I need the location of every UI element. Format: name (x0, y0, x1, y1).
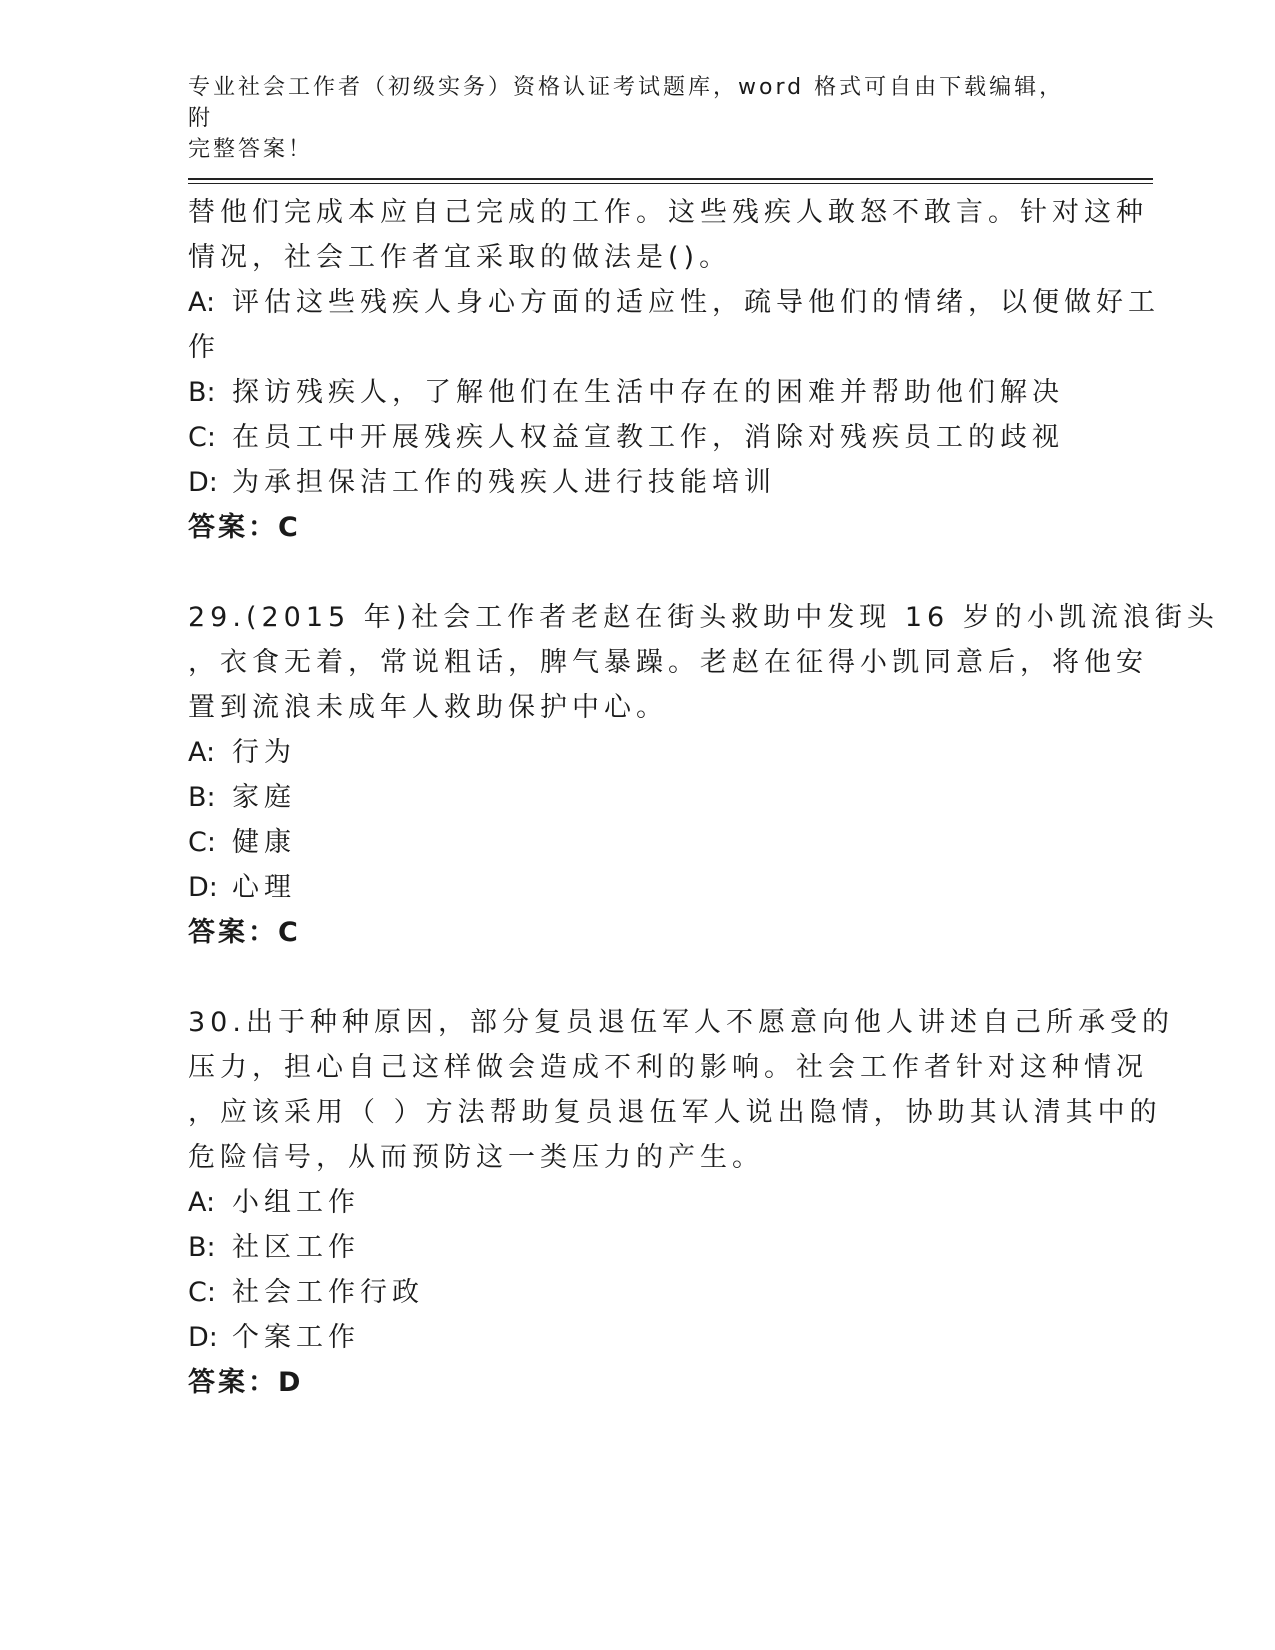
option-c (188, 415, 1088, 460)
spacer (188, 955, 1088, 1000)
option-label: B: (188, 782, 216, 813)
option-text: 行为 (232, 737, 296, 768)
option-text: 心理 (232, 872, 296, 903)
option-b (188, 1225, 1088, 1270)
option-text: 在员工中开展残疾人权益宣教工作，消除对残疾员工的歧视 (232, 422, 1064, 453)
option-text: 社区工作 (232, 1232, 360, 1263)
option-text-continued: 作 (188, 332, 220, 363)
answer-line: 答案：D (188, 1367, 304, 1398)
option-label: A: (188, 287, 216, 318)
header-rule-thick (188, 178, 1153, 180)
option-text: 家庭 (232, 782, 296, 813)
header-line-1: 专业社会工作者（初级实务）资格认证考试题库，word 格式可自由下载编辑，附 (188, 75, 1065, 131)
question-stem-line: ，应该采用（ ）方法帮助复员退伍军人说出隐情，协助其认清其中的 (188, 1097, 1162, 1128)
option-text: 社会工作行政 (232, 1277, 424, 1308)
option-d (188, 1315, 1088, 1360)
option-a (188, 280, 1160, 370)
option-b (188, 370, 1088, 415)
page-header (188, 72, 1068, 165)
option-label: D: (188, 1322, 218, 1353)
question-29 (188, 595, 1219, 955)
option-label: B: (188, 377, 216, 408)
header-line-2: 完整答案！ (188, 137, 314, 162)
question-stem-line: 30.出于种种原因，部分复员退伍军人不愿意向他人讲述自己所承受的 (188, 1007, 1174, 1038)
question-30 (188, 1000, 1174, 1405)
option-a (188, 1180, 1088, 1225)
question-stem-line: 危险信号，从而预防这一类压力的产生。 (188, 1142, 764, 1173)
option-text: 小组工作 (232, 1187, 360, 1218)
option-label: B: (188, 1232, 216, 1263)
header-rule-thin (188, 183, 1153, 184)
option-text: 探访残疾人，了解他们在生活中存在的困难并帮助他们解决 (232, 377, 1064, 408)
question-stem-line: ，衣食无着，常说粗话，脾气暴躁。老赵在征得小凯同意后，将他安 (188, 647, 1148, 678)
question-stem-line: 压力，担心自己这样做会造成不利的影响。社会工作者针对这种情况 (188, 1052, 1148, 1083)
option-label: C: (188, 827, 216, 858)
question-stem-line: 情况，社会工作者宜采取的做法是()。 (188, 242, 732, 273)
option-label: D: (188, 872, 218, 903)
option-label: A: (188, 737, 216, 768)
option-d (188, 460, 1088, 505)
option-label: C: (188, 422, 216, 453)
question-stem-line: 29.(2015 年)社会工作者老赵在街头救助中发现 16 岁的小凯流浪街头 (188, 602, 1219, 633)
option-a (188, 730, 1088, 775)
option-label: C: (188, 1277, 216, 1308)
option-text: 健康 (232, 827, 296, 858)
option-text: 评估这些残疾人身心方面的适应性，疏导他们的情绪，以便做好工 (232, 287, 1160, 318)
question-28 (188, 190, 1160, 550)
option-text: 个案工作 (232, 1322, 360, 1353)
option-b (188, 775, 1088, 820)
question-stem-line: 置到流浪未成年人救助保护中心。 (188, 692, 668, 723)
question-stem-line: 替他们完成本应自己完成的工作。这些残疾人敢怒不敢言。针对这种 (188, 197, 1148, 228)
answer-line: 答案：C (188, 512, 301, 543)
option-text: 为承担保洁工作的残疾人进行技能培训 (232, 467, 776, 498)
option-label: A: (188, 1187, 216, 1218)
question-list (188, 190, 1219, 1405)
answer-line: 答案：C (188, 917, 301, 948)
option-label: D: (188, 467, 218, 498)
option-c (188, 820, 1088, 865)
spacer (188, 550, 1088, 595)
option-d (188, 865, 1088, 910)
option-c (188, 1270, 1088, 1315)
